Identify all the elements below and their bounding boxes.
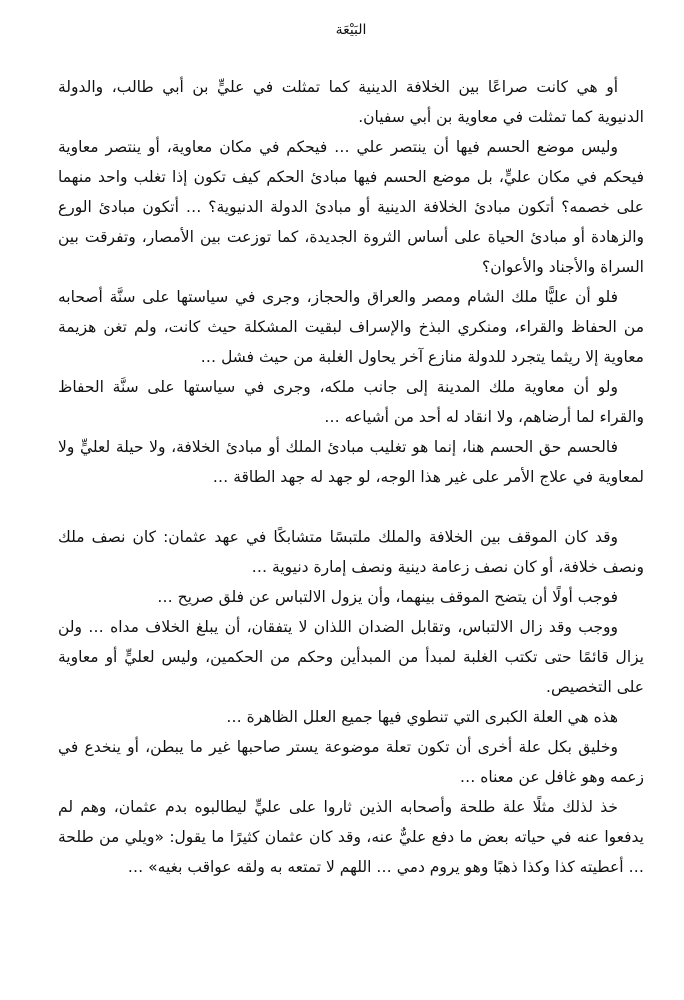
paragraph: ووجب وقد زال الالتباس، وتقابل الضدان اللذان لا يتفقان، أن يبلغ الخلاف مداه … ولن يزال قائمًا حتى تكتب الغلبة لمبدأ من المبدأين وحكم من الحكمين، وليس لعليٍّ أو معاوية على التخصيص. bbox=[58, 618, 644, 696]
paragraph: فوجب أولًا أن يتضح الموقف بينهما، وأن يزول الالتباس عن فلق صريح … bbox=[157, 588, 618, 606]
section-gap bbox=[58, 492, 644, 522]
paragraph: وقد كان الموقف بين الخلافة والملك ملتبسًا متشابكًا في عهد عثمان: كان نصف ملك ونصف خلافة، أو كان نصف زعامة دينية ونصف إمارة دنيوية … bbox=[58, 528, 644, 576]
paragraph: هذه هي العلة الكبرى التي تنطوي فيها جميع العلل الظاهرة … bbox=[226, 708, 618, 726]
paragraph: أو هي كانت صراعًا بين الخلافة الدينية كما تمثلت في عليٍّ بن أبي طالب، والدولة الدنيوية كما تمثلت في معاوية بن أبي سفيان. bbox=[58, 78, 644, 126]
paragraph: خذ لذلك مثلًا علة طلحة وأصحابه الذين ثاروا على عليٍّ ليطالبوه بدم عثمان، وهم لم يدفعوا عنه في حياته بعض ما دفع عليٌّ عنه، وقد كان عثمان كثيرًا ما يقول: «ويلي من طلحة … أعطيته كذا وكذا ذهبًا وهو يروم دمي … اللهم لا تمتعه به ولقه عواقب بغيه» … bbox=[58, 798, 644, 876]
paragraph: فلو أن عليًّا ملك الشام ومصر والعراق والحجاز، وجرى في سياستها على سنَّة أصحابه من الحفاظ والقراء، ومنكري البذخ والإسراف لبقيت المشكلة حيث كانت، ولم تغن هزيمة معاوية إلا ريثما يتجرد للدولة منازع آخر يحاول الغلبة من حيث فشل … bbox=[58, 288, 644, 366]
running-header: البَيْعَة bbox=[335, 22, 367, 38]
paragraph: فالحسم حق الحسم هنا، إنما هو تغليب مبادئ الملك أو مبادئ الخلافة، ولا حيلة لعليٍّ ولا لمعاوية في علاج الأمر على غير هذا الوجه، لو جهد له جهد الطاقة … bbox=[58, 438, 644, 486]
paragraph: وخليق بكل علة أخرى أن تكون تعلة موضوعة يستر صاحبها غير ما يبطن، أو ينخدع في زعمه وهو غافل عن معناه … bbox=[58, 738, 644, 786]
paragraph: ولو أن معاوية ملك المدينة إلى جانب ملكه، وجرى في سياستها على سنَّة الحفاظ والقراء لما أرضاهم، ولا انقاد له أحد من أشياعه … bbox=[58, 378, 644, 426]
paragraph: وليس موضع الحسم فيها أن ينتصر علي … فيحكم في مكان معاوية، أو ينتصر معاوية فيحكم في مكان عليٍّ، بل موضع الحسم فيها مبادئ الحكم كيف تكون إذا تغلب واحد منهما على خصمه؟ أتكون مبادئ الخلافة الدينية أو مبادئ الدولة الدنيوية؟ … أتكون مبادئ الورع والزهادة أو مبادئ الحياة على أساس الثروة الجديدة، كما توزعت بين الأمصار، وتفرقت بين السراة والأجناد والأعوان؟ bbox=[58, 138, 644, 276]
